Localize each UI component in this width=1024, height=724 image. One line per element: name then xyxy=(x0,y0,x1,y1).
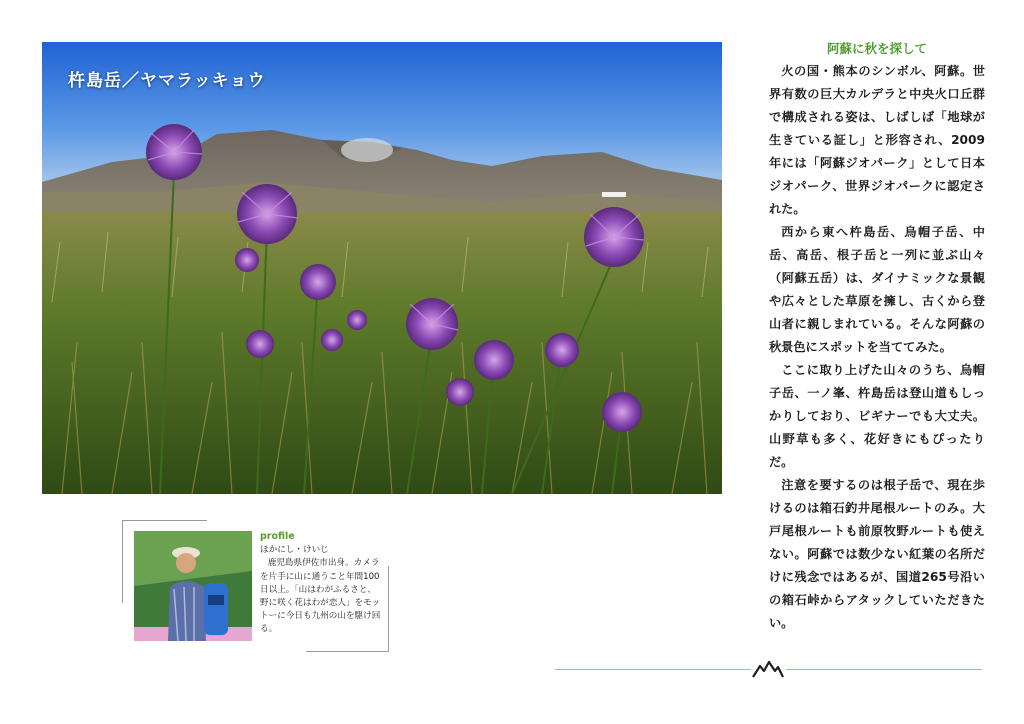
mountain-icon xyxy=(752,660,784,678)
footer-rule xyxy=(786,669,982,670)
photo-caption: 杵島岳／ヤマラッキョウ xyxy=(68,71,266,91)
footer-rule xyxy=(555,669,751,670)
article-paragraph: ここに取り上げた山々のうち、烏帽子岳、一ノ峯、杵島岳は登山道もしっかりしており、ビギナーでも大丈夫。山野草も多く、花好きにもぴったりだ。 xyxy=(769,363,985,469)
article-paragraph: 火の国・熊本のシンボル、阿蘇。世界有数の巨大カルデラと中央火口丘群で構成される姿は、しばしば「地球が生きている証し」と形容され、2009年には「阿蘇ジオパーク」として日本ジオパーク、世界ジオパークに認定された。 xyxy=(769,64,985,216)
article-title: 阿蘇に秋を探して xyxy=(826,41,927,56)
volcano-smoke xyxy=(341,138,393,162)
profile-text xyxy=(260,530,382,637)
profile-heading: profile xyxy=(260,531,295,542)
article-paragraph: 注意を要するのは根子岳で、現在歩けるのは箱石釣井尾根ルートのみ。大戸尾根ルートも前原牧野ルートも使えない。阿蘇では数少ない紅葉の名所だけに残念ではあるが、国道265号沿いの箱石峠からアタックしていただきたい。 xyxy=(769,478,985,630)
distant-buildings xyxy=(602,192,626,197)
article-column xyxy=(769,40,985,635)
author-name: ほかにし・けいじ xyxy=(260,545,329,556)
author-portrait xyxy=(134,531,252,641)
author-bio: 鹿児島県伊佐市出身。カメラを片手に山に通うこと年間100日以上。「山はわがふるさと、野に咲く花はわが恋人」をモットーに今日も九州の山を駆け回る。 xyxy=(260,558,381,635)
landscape-illustration xyxy=(42,42,722,494)
article-paragraph: 西から東へ杵島岳、烏帽子岳、中岳、高岳、根子岳と一列に並ぶ山々（阿蘇五岳）は、ダイナミックな景観や広々とした草原を擁し、古くから登山者に親しまれている。そんな阿蘇の秋景色にスポットを当ててみた。 xyxy=(769,225,985,354)
main-photo xyxy=(42,42,722,494)
